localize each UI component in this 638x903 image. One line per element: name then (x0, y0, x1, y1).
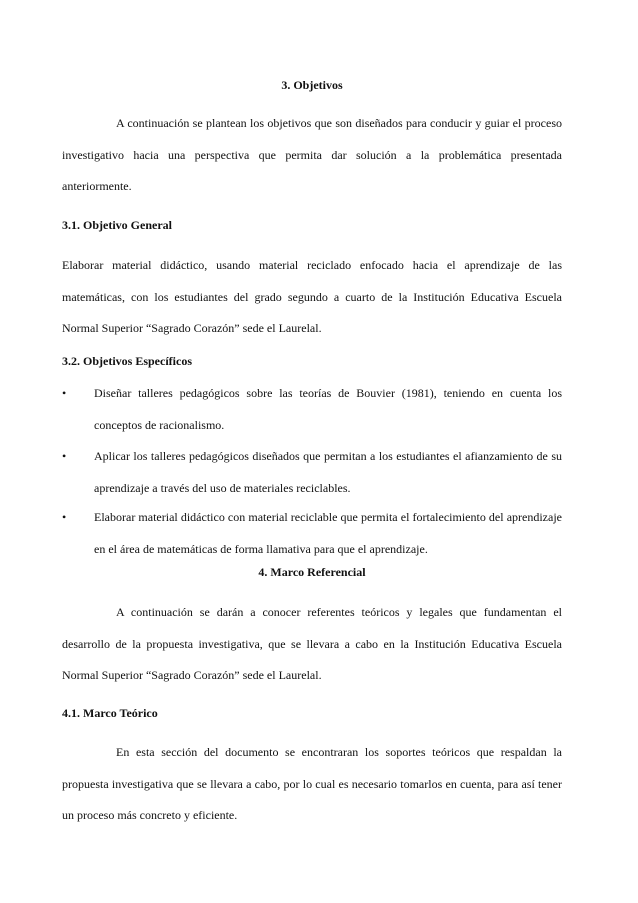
objective-item (62, 502, 562, 565)
objective-item (62, 378, 562, 441)
section-4-heading: 4. Marco Referencial (258, 565, 366, 579)
section-4-1-text (62, 737, 562, 832)
section-4-intro-text: A continuación se darán a conocer referentes teóricos y legales que fundamentan el desarrollo de la propuesta investigativa, que se llevara a cabo en la Institución Educativa Escuela Normal Superior “Sagrado Corazón” sede el Laurelal. (62, 605, 562, 682)
section-3-1-heading: 3.1. Objetivo General (62, 218, 172, 232)
section-4-1-heading: 4.1. Marco Teórico (62, 706, 158, 720)
section-3-intro (62, 108, 562, 203)
objective-item-text: Elaborar material didáctico con material reciclable que permita el fortalecimiento del aprendizaje en el área de matemáticas de forma llamativa para que el aprendizaje. (94, 510, 562, 556)
section-3-1-text: Elaborar material didáctico, usando material reciclado enfocado hacia el aprendizaje de las matemáticas, con los estudiantes del grado segundo a cuarto de la Institución Educativa Escuela Normal Superior “Sagrado Corazón” sede el Laurelal. (62, 258, 562, 335)
section-3-heading: 3. Objetivos (281, 78, 343, 92)
objective-item-text: Aplicar los talleres pedagógicos diseñados que permitan a los estudiantes el afianzamiento de su aprendizaje a través del uso de materiales reciclables. (94, 449, 562, 495)
section-3-intro-text: A continuación se plantean los objetivos que son diseñados para conducir y guiar el proceso investigativo hacia una perspectiva que permita dar solución a la problemática presentada anteriormente. (62, 116, 562, 193)
objective-item (62, 441, 562, 504)
section-4-1-text-body: En esta sección del documento se encontraran los soportes teóricos que respaldan la propuesta investigativa que se llevara a cabo, por lo cual es necesario tomarlos en cuenta, para así tener un proceso más concreto y eficiente. (62, 745, 562, 822)
bullet-icon: • (62, 510, 67, 524)
bullet-icon: • (62, 386, 67, 400)
objective-item-text: Diseñar talleres pedagógicos sobre las teorías de Bouvier (1981), teniendo en cuenta los conceptos de racionalismo. (94, 386, 562, 432)
section-4-intro (62, 597, 562, 692)
bullet-icon: • (62, 449, 67, 463)
section-3-2-heading: 3.2. Objetivos Específicos (62, 354, 192, 368)
